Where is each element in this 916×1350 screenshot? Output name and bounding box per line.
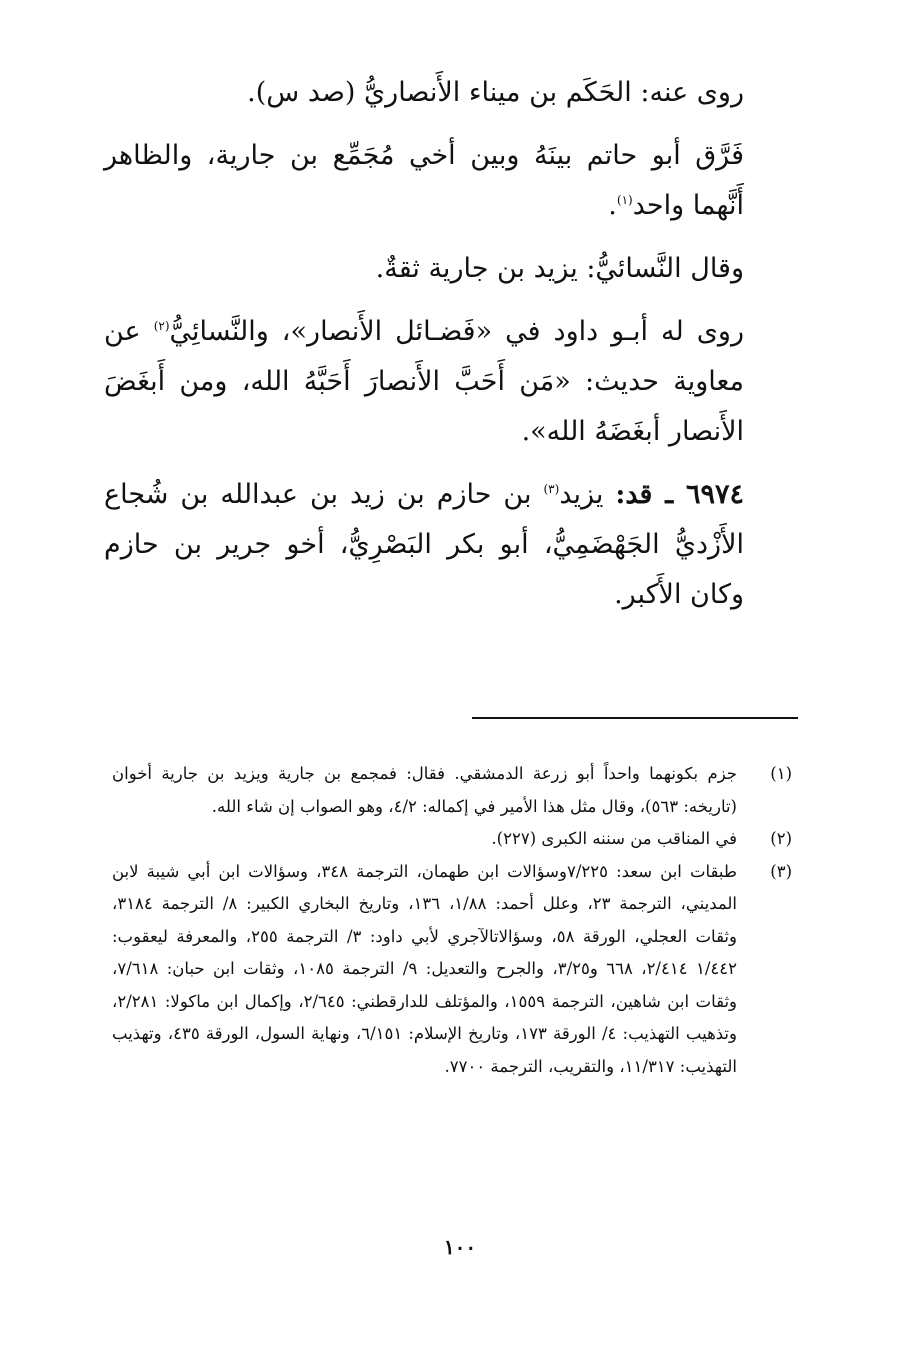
- entry-number: ٦٩٧٤ ـ قد:: [615, 479, 744, 510]
- footnote-ref[interactable]: (٢): [153, 319, 170, 333]
- footnotes: [112, 758, 792, 1083]
- footnote-number: (٣): [770, 861, 792, 881]
- paragraph-text: فَرَّق أبو حاتم بينَهُ وبين أخي مُجَمِّع بن جارية، والظاهر أَنَّهما واحد: [104, 140, 744, 221]
- footnote-text: طبقات ابن سعد: ٧/٢٢٥وسؤالات ابن طهمان، الترجمة ٣٤٨، وسؤالات ابن أبي شيبة لابن المديني، الترجمة ٢٣، وعلل أحمد: ١/٨٨، ١٣٦، وتاريخ البخاري الكبير: ٨/ الترجمة ٣١٨٤، وثقات العجلي، الورقة ٥٨، وسؤالاتالآجري لأبي داود: ٣/ الترجمة ٢٥٥، والمعرفة ليعقوب: ١/٤٤٢ ٢/٤١٤، ٦٦٨ و٣/٢٥، والجرح والتعديل: ٩/ الترجمة ١٠٨٥، وثقات ابن حبان: ٧/٦١٨، وثقات ابن شاهين، الترجمة ١٥٥٩، والمؤتلف للدارقطني: ٢/٦٤٥، وإكمال ابن ماكولا: ٢/٢٨١، وتذهيب التهذيب: ٤/ الورقة ١٧٣، وتاريخ الإسلام: ٦/١٥١، ونهاية السول، الورقة ٤٣٥، وتهذيب التهذيب: ١١/٣١٧، والتقريب، الترجمة ٧٧٠٠.: [112, 861, 738, 1076]
- footnote-number: (٢): [770, 829, 792, 848]
- paragraph-text: روى عنه: الحَكَم بن ميناء الأَنصاريُّ (صد س).: [247, 77, 744, 108]
- paragraph-text: روى له أبـو داود في «فَضـائل الأَنصار»، والنَّسائِيُّ: [169, 316, 744, 347]
- footnote: [112, 823, 792, 856]
- footnote: [112, 856, 792, 1084]
- entry-text: بن حازم بن زيد بن عبدالله بن شُجاع الأَزْديُّ الجَهْضَمِيُّ، أبو بكر البَصْرِيُّ، أخو جرير بن حازم وكان الأَكبر.: [104, 479, 744, 610]
- footnote-ref[interactable]: (١): [616, 193, 633, 207]
- paragraph-text: عن معاوية حديث: «مَن أَحَبَّ الأَنصارَ أَحَبَّهُ الله، ومن أَبغَضَ الأَنصار أبغَضَهُ الله».: [104, 316, 744, 447]
- footnote-number: (١): [770, 764, 792, 783]
- entry-6974: [104, 470, 744, 620]
- footnote-text: جزم بكونهما واحداً أبو زرعة الدمشقي. فقال: فمجمع بن جارية ويزيد بن جارية أخوان (تاريخه: ٥٦٣)، وقال مثل هذا الأمير في إكماله: ٤/٢، وهو الصواب إن شاء الله.: [112, 764, 737, 816]
- paragraph-abu-hatim: [104, 131, 744, 231]
- paragraph-narrators: [104, 68, 744, 118]
- paragraph-nasai: [104, 244, 744, 294]
- page-number: ١٠٠: [443, 1235, 477, 1259]
- paragraph-text: وقال النَّسائيُّ: يزيد بن جارية ثقةٌ.: [375, 253, 744, 284]
- paragraph-narrated-by: [104, 307, 744, 457]
- footnote-divider: [472, 717, 798, 719]
- footnote: [112, 758, 792, 823]
- footnote-text: في المناقب من سننه الكبرى (٢٢٧).: [491, 829, 737, 848]
- main-text: [104, 68, 744, 633]
- paragraph-end: .: [608, 190, 617, 221]
- footnote-ref[interactable]: (٣): [543, 482, 560, 496]
- entry-name: يزيد: [559, 479, 604, 510]
